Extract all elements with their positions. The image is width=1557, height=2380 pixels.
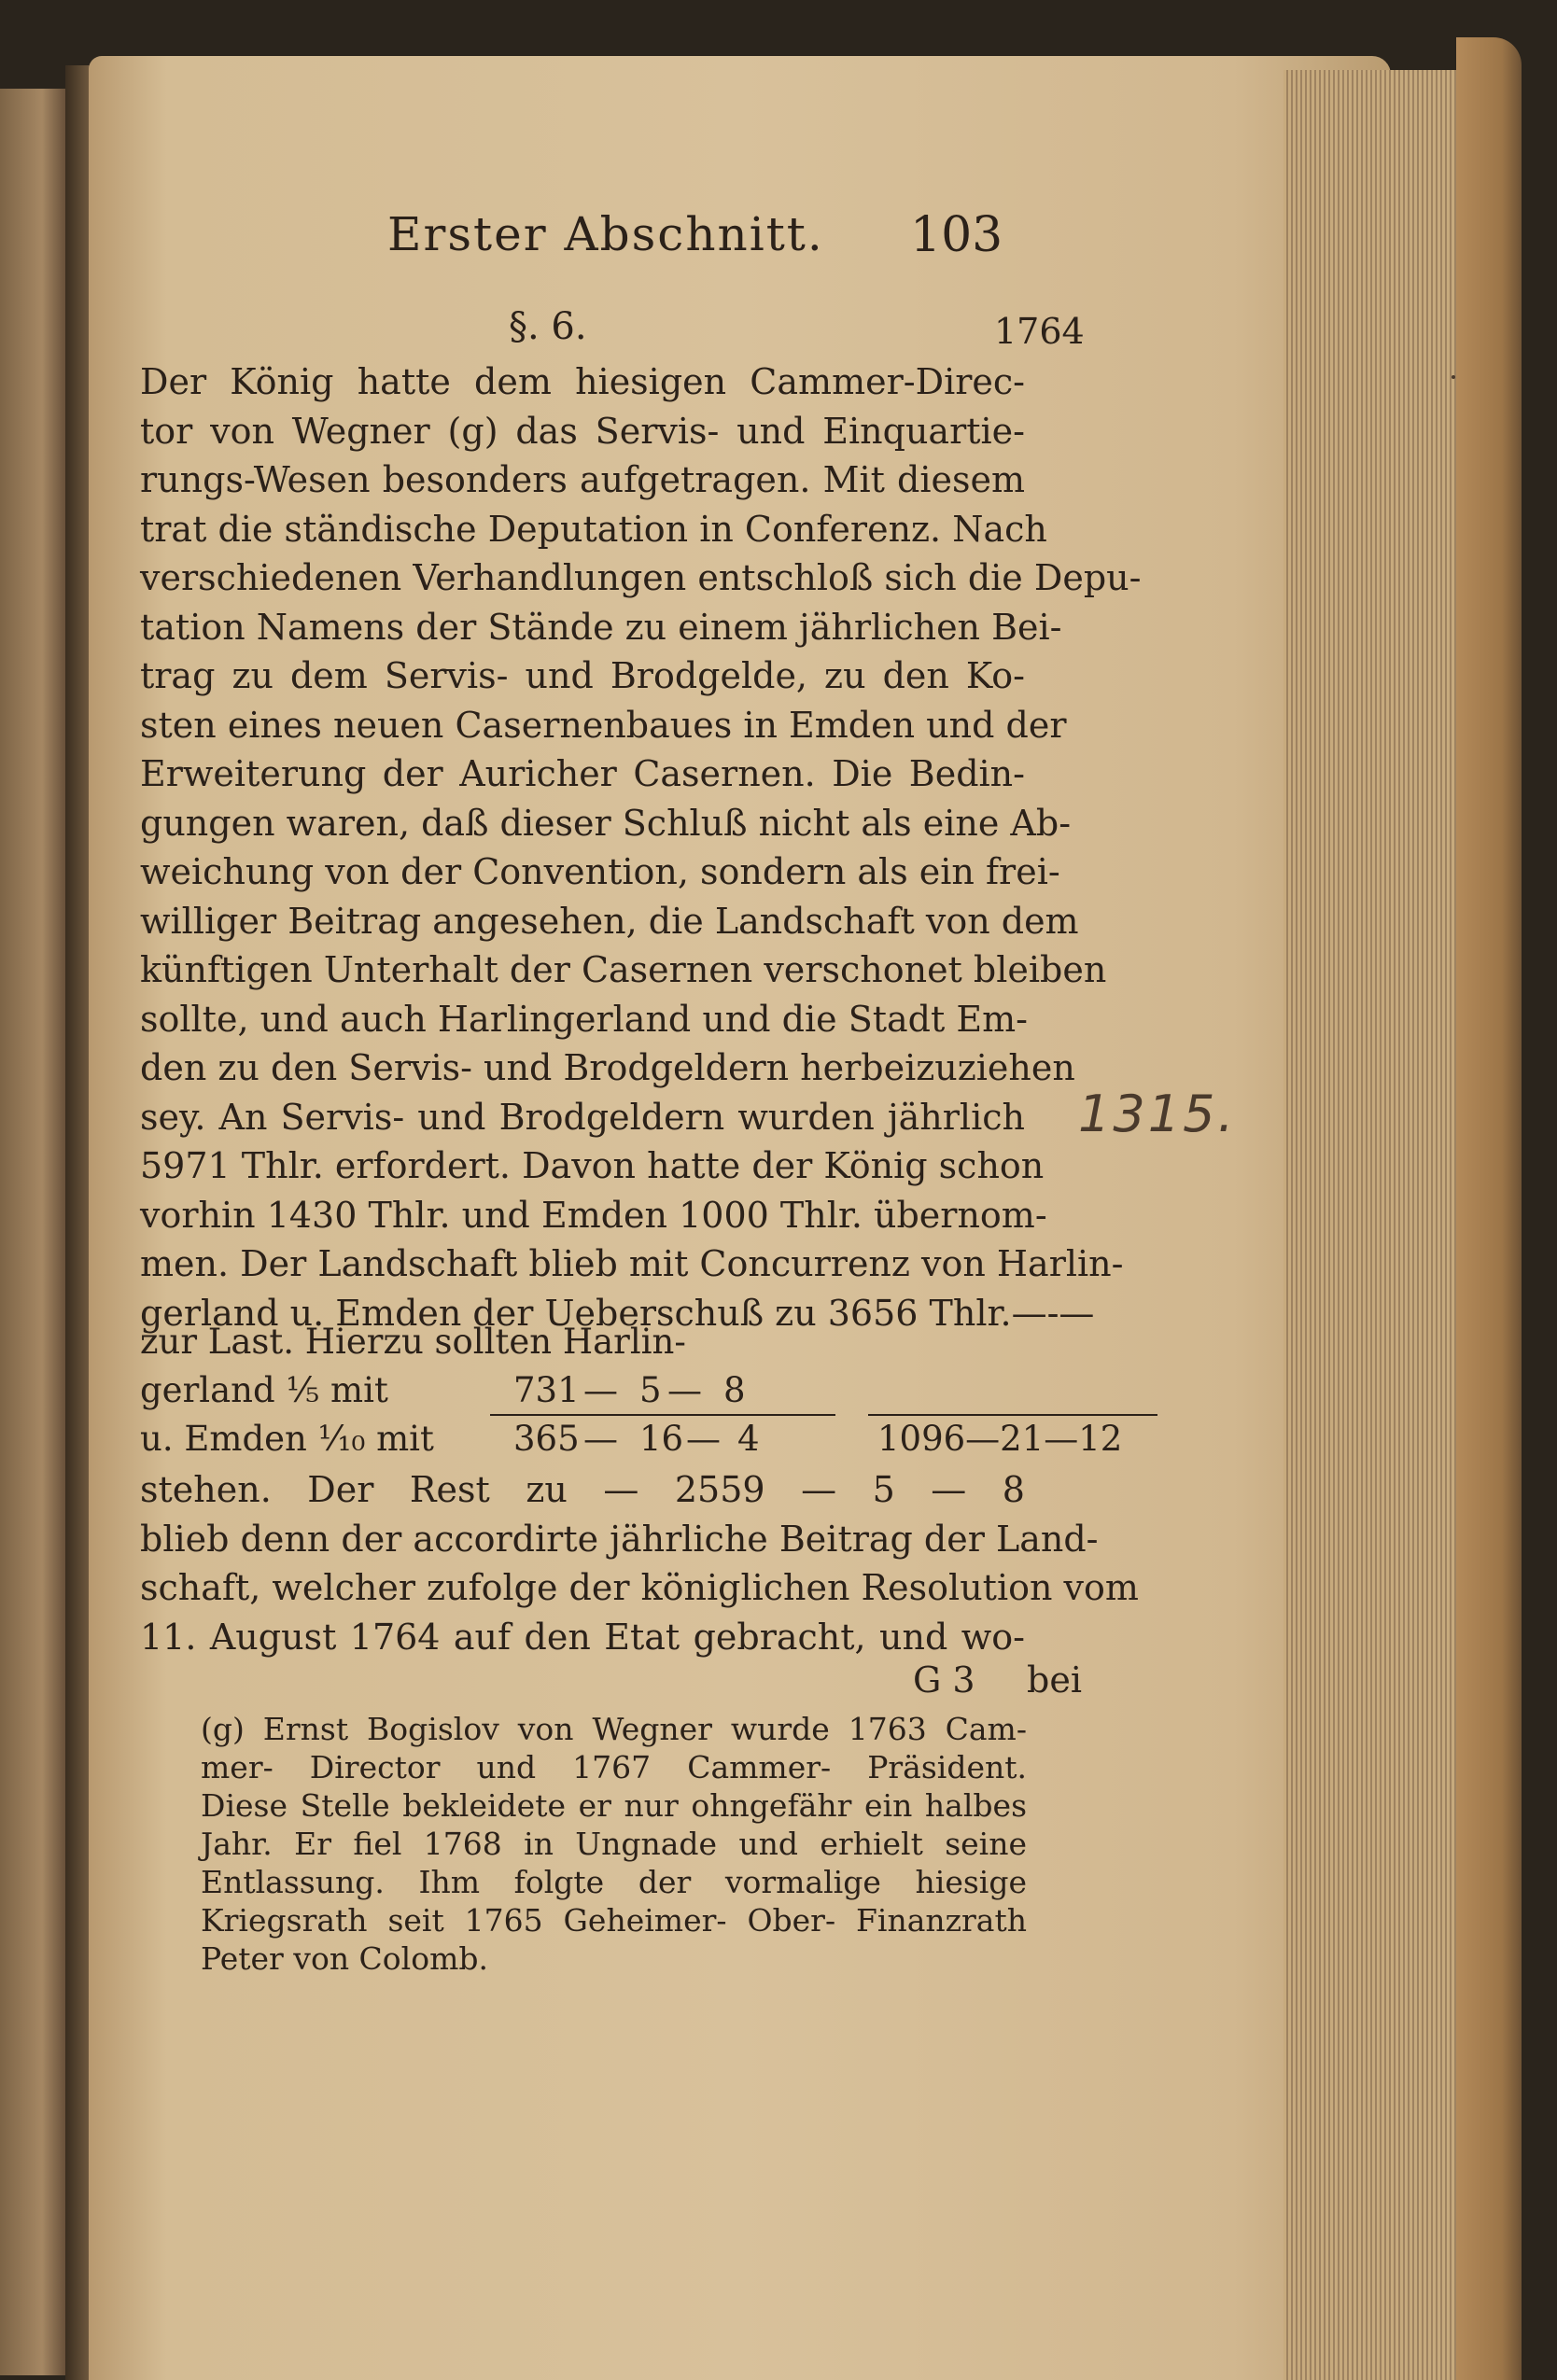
calculation-rule [490,1414,835,1416]
body-line: trat die ständische Deputation in Conferenz. Nach [140,508,1047,550]
body-line: 5971 Thlr. erfordert. Davon hatte der König schon [140,1145,1045,1186]
body-line: blieb denn der accordirte jährliche Beitrag der Land- [140,1518,1099,1560]
body-line: tation Namens der Stände zu einem jährlichen Bei- [140,606,1062,648]
body-line: stehen. Der Rest zu — 2559 — 5 — 8 [140,1469,1025,1510]
footnote [201,1710,1027,1978]
body-line: men. Der Landschaft blieb mit Concurrenz von Harlin- [140,1243,1124,1284]
calc-total: 1096—21—12 [877,1419,1123,1459]
body-line: tor von Wegner (g) das Servis- und Einquartie- [140,410,1025,452]
calc-row: gerland ⅕ mit 731 — 5 — 8 [140,1366,1036,1415]
body-line: verschiedenen Verhandlungen entschloß sich die Depu- [140,557,1142,598]
ink-speck [1452,375,1455,379]
body-line: williger Beitrag angesehen, die Landschaft von dem [140,900,1079,942]
calc-value: 16 [639,1419,684,1459]
footnote-line: Kriegsrath seit 1765 Geheimer- Ober- Finanzrath [201,1902,1027,1939]
body-line: 11. August 1764 auf den Etat gebracht, und wo- [140,1616,1025,1658]
page-number: 103 [910,207,1003,263]
body-line: trag zu dem Servis- und Brodgelde, zu den Ko- [140,655,1025,696]
body-line: den zu den Servis- und Brodgeldern herbeizuziehen [140,1047,1075,1088]
calc-value: 4 [737,1419,760,1459]
body-line: Erweiterung der Auricher Casernen. Die Bedin- [140,753,1025,794]
footnote-line: mer- Director und 1767 Cammer- Präsident. [201,1749,1027,1785]
body-line: künftigen Unterhalt der Casernen verschonet bleiben [140,949,1107,990]
calculation-block [140,1318,1123,1463]
body-line: rungs-Wesen besonders aufgetragen. Mit diesem [140,459,1025,500]
calculation-rule [868,1414,1157,1416]
body-line: vorhin 1430 Thlr. und Emden 1000 Thlr. übernom- [140,1194,1047,1236]
footnote-line: (g) Ernst Bogislov von Wegner wurde 1763 Cam- [201,1711,1027,1747]
body-line: schaft, welcher zufolge der königlichen Resolution vom [140,1567,1139,1608]
calc-label: gerland ⅕ mit [140,1370,388,1410]
body-text-continued [140,1465,1139,1661]
catchword: bei [1027,1659,1082,1701]
calc-row [140,1318,1036,1366]
handwritten-margin-note: 1315. [1078,1085,1237,1143]
footnote-line: Diese Stelle bekleidete er nur ohngefähr ein halbes [201,1787,1027,1824]
book-cover-edge [1456,37,1522,2380]
footnote-line: Entlassung. Ihm folgte der vormalige hiesige [201,1864,1027,1900]
body-line: sten eines neuen Casernenbaues in Emden und der [140,704,1067,746]
calc-label: u. Emden ⅒ mit [140,1419,434,1459]
calc-row: u. Emden ⅒ mit 365 — 16 — 4 1096—21—12 [140,1415,1036,1463]
calc-value: 5 [639,1370,662,1410]
footnote-line: Jahr. Er fiel 1768 in Ungnade und erhielt seine [201,1826,1027,1862]
body-line: sollte, und auch Harlingerland und die Stadt Em- [140,998,1028,1040]
body-line: sey. An Servis- und Brodgeldern wurden jährlich [140,1096,1025,1138]
signature-mark: G 3 [913,1659,975,1701]
margin-year: 1764 [994,311,1085,352]
footnote-line: Peter von Colomb. [201,1940,489,1977]
left-page-edge [0,89,70,2375]
running-head: Erster Abschnitt. [387,207,824,261]
body-text [140,357,1142,1337]
body-line: gungen waren, daß dieser Schluß nicht als eine Ab- [140,802,1072,844]
body-line: Der König hatte dem hiesigen Cammer-Direc- [140,361,1025,402]
body-line: gerland u. Emden der Ueberschuß zu 3656 Thlr.—-— [140,1292,1095,1334]
calc-value: 731 [513,1370,580,1410]
calc-value: 8 [723,1370,746,1410]
calc-value: 365 [513,1419,580,1459]
body-line: weichung von der Convention, sondern als ein frei- [140,851,1060,892]
calc-text: zur Last. Hierzu sollten Harlin- [140,1322,686,1362]
section-number: §. 6. [509,305,587,348]
